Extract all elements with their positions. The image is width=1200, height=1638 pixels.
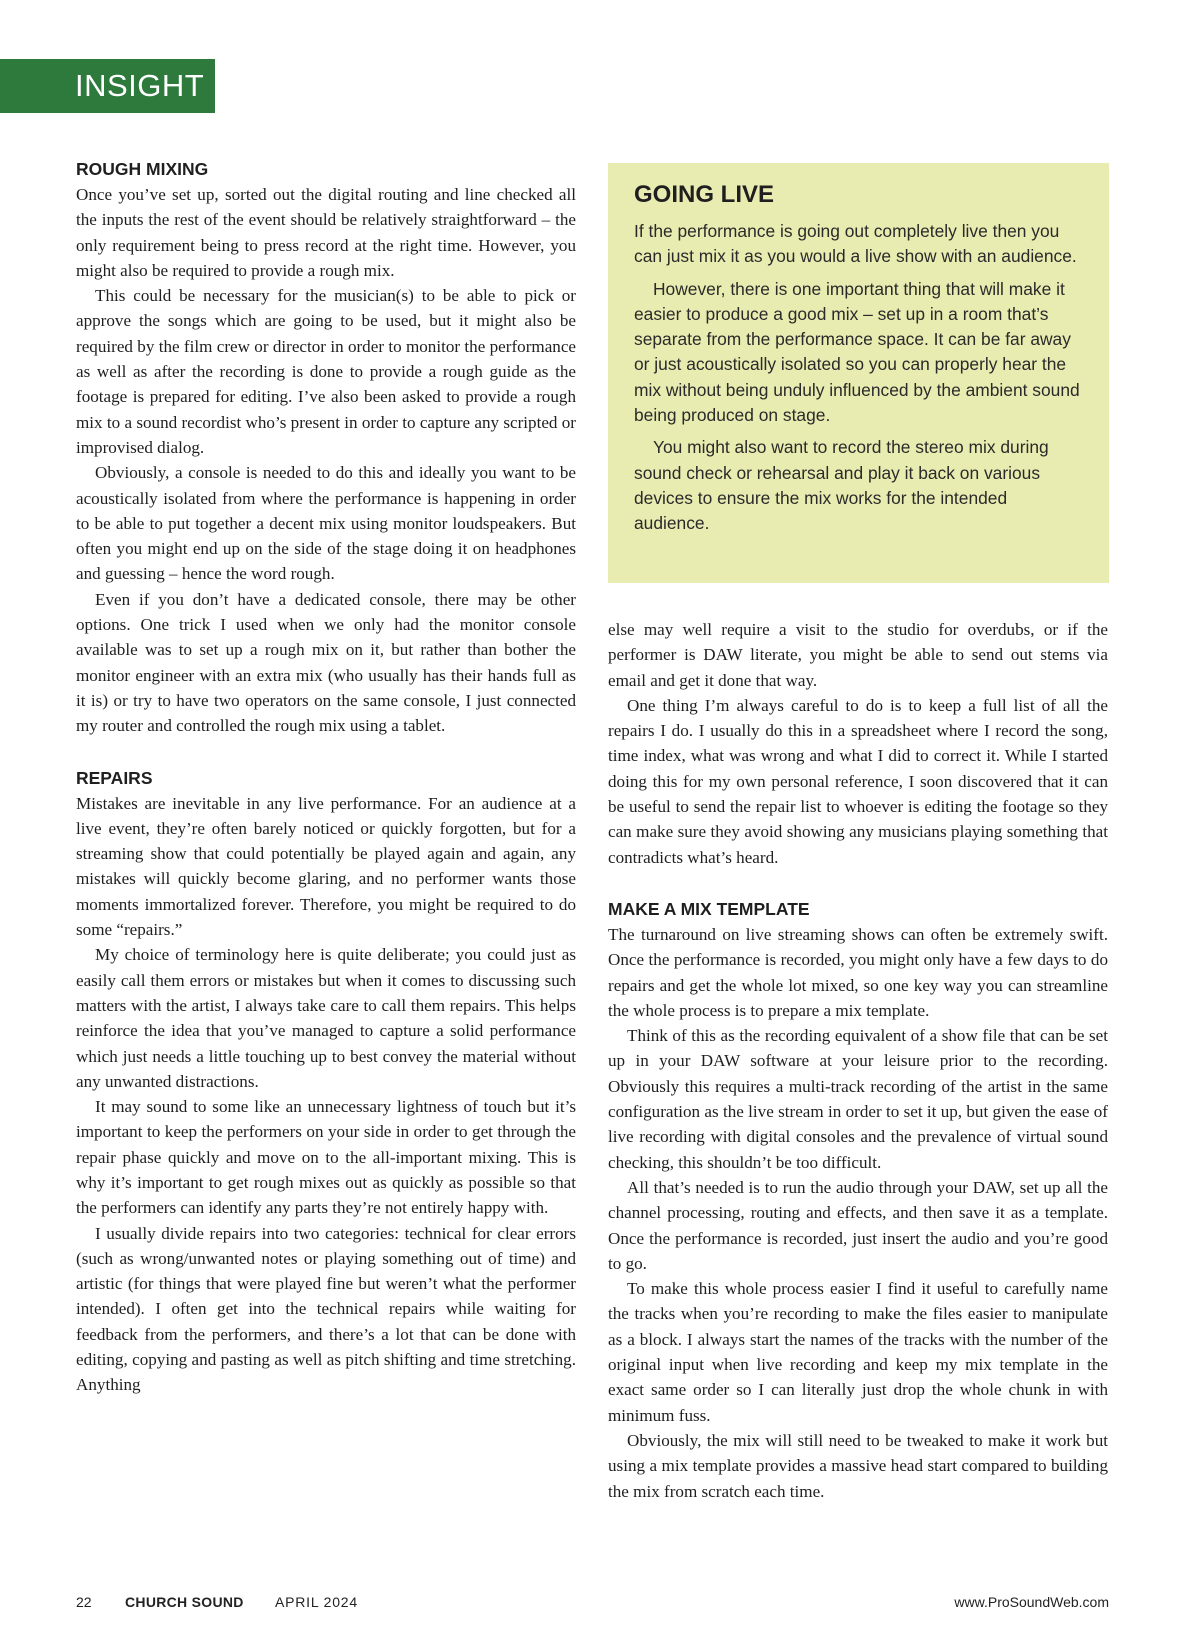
paragraph: My choice of terminology here is quite deliberate; you could just as easily call them errors or mistakes but when it comes to discussing such matters with the artist, I always take care to call them repairs. This helps reinforce the idea that you’ve managed to capture a solid performance which just needs a little touching up to best convey the material without any unwanted distractions. (76, 945, 576, 1091)
paragraph: This could be necessary for the musician(s) to be able to pick or approve the songs which are going to be used, but it might also be required by the film crew or director in order to monitor the performance as well as after the recording is done to provide a rough guide as the footage is prepared for editing. I’ve also been asked to provide a rough mix to a sound recordist who’s present in order to capture any scripted or improvised dialog. (76, 286, 576, 457)
sidebar-paragraph: If the performance is going out completely live then you can just mix it as you would a live show with an audience. (634, 221, 1077, 267)
paragraph: Once you’ve set up, sorted out the digital routing and line checked all the inputs the rest of the event should be relatively straightforward – the only requirement being to press record at the right time. However, you might also be required to provide a rough mix. (76, 185, 576, 280)
page-footer (76, 1594, 1109, 1616)
right-column (608, 617, 1108, 1504)
paragraph: One thing I’m always careful to do is to keep a full list of all the repairs I do. I usually do this in a spreadsheet where I record the song, time index, what was wrong and what I did to correct it. While I started doing this for my own personal reference, I soon discovered that it can be useful to send the repair list to whoever is editing the footage so they can make sure they avoid showing any musicians playing something that contradicts what’s heard. (608, 695, 1108, 867)
publication-name: CHURCH SOUND (125, 1594, 244, 1610)
paragraph: It may sound to some like an unnecessary lightness of touch but it’s important to keep the performers on your side in order to get through the repair phase quickly and move on to the all-important mixing. This is why it’s important to get rough mixes out as quickly as possible so that the performers can identify any parts they’re not entirely happy with. (76, 1097, 576, 1218)
paragraph: The turnaround on live streaming shows can often be extremely swift. Once the performance is recorded, you might only have a few days to do repairs and get the whole lot mixed, so one key way you can streamline the whole process is to prepare a mix template. (608, 924, 1108, 1020)
paragraph: Mistakes are inevitable in any live performance. For an audience at a live event, they’re often barely noticed or quickly forgotten, but for a streaming show that could potentially be played again and again, any mistakes will quickly become glaring, and no performer wants those moments immortalized forever. Therefore, you might be required to do some “repairs.” (76, 793, 576, 940)
sidebar-heading: GOING LIVE (634, 181, 775, 208)
paragraph: Think of this as the recording equivalent of a show file that can be set up in your DAW software at your leisure prior to the recording. Obviously this requires a multi-track recording of the artist in the same configuration as the live stream in order to set it up, but given the ease of live recording with digital consoles and the prevalence of virtual sound checking, this shouldn’t be too difficult. (608, 1026, 1108, 1172)
section-tab (0, 59, 215, 113)
paragraph: Even if you don’t have a dedicated console, there may be other options. One trick I used when we only had the monitor console available was to set up a rough mix on it, but rather than bother the monitor engineer with an extra mix (who usually has their hands full as it is) or try to have two operators on the same console, I just connected my router and controlled the rough mix using a tablet. (76, 589, 576, 736)
heading-rough-mixing: ROUGH MIXING (76, 159, 209, 179)
paragraph: I usually divide repairs into two categories: technical for clear errors (such as wrong/unwanted notes or playing something out of time) and artistic (for things that were played fine but weren’t what the performer intended). I often get into the technical repairs while waiting for feedback from the performers, and there’s a lot that can be done with editing, copying and pasting as well as pitch shifting and time stretching. Anything (76, 1223, 576, 1395)
sidebar-paragraph: However, there is one important thing that will make it easier to produce a good mix – set up in a room that’s separate from the performance space. It can be far away or just acoustically isolated so you can properly hear the mix without being unduly influenced by the ambient sound being produced on stage. (634, 278, 1080, 426)
website-link[interactable]: www.ProSoundWeb.com (954, 1594, 1109, 1610)
left-column (76, 157, 576, 1398)
heading-mix-template: MAKE A MIX TEMPLATE (608, 898, 810, 919)
page-number: 22 (76, 1594, 92, 1610)
sidebar-paragraph: You might also want to record the stereo mix during sound check or rehearsal and play it back on various devices to ensure the mix works for the intended audience. (634, 437, 1049, 534)
paragraph: Obviously, a console is needed to do this and ideally you want to be acoustically isolated from where the performance is happening in order to be able to put together a decent mix using monitor loudspeakers. But often you might end up on the side of the stage doing it on headphones and guessing – hence the word rough. (76, 463, 576, 584)
paragraph: To make this whole process easier I find it useful to carefully name the tracks when you’re recording to make the files easier to manipulate as a block. I always start the names of the tracks with the number of the original input when live recording and keep my mix template in the exact same order so I can literally just drop the whole chunk in with minimum fuss. (608, 1279, 1108, 1425)
paragraph: else may well require a visit to the studio for overdubs, or if the performer is DAW literate, you might be able to send out stems via email and get it done that way. (608, 620, 1108, 690)
paragraph: All that’s needed is to run the audio through your DAW, set up all the channel processing, routing and effects, and then save it as a template. Once the performance is recorded, just insert the audio and you’re good to go. (608, 1177, 1108, 1273)
section-tab-label: INSIGHT (75, 68, 205, 103)
heading-repairs: REPAIRS (76, 767, 153, 788)
issue-date: APRIL 2024 (275, 1594, 358, 1610)
paragraph: Obviously, the mix will still need to be tweaked to make it work but using a mix template provides a massive head start compared to building the mix from scratch each time. (608, 1430, 1108, 1501)
going-live-sidebar (608, 163, 1109, 583)
